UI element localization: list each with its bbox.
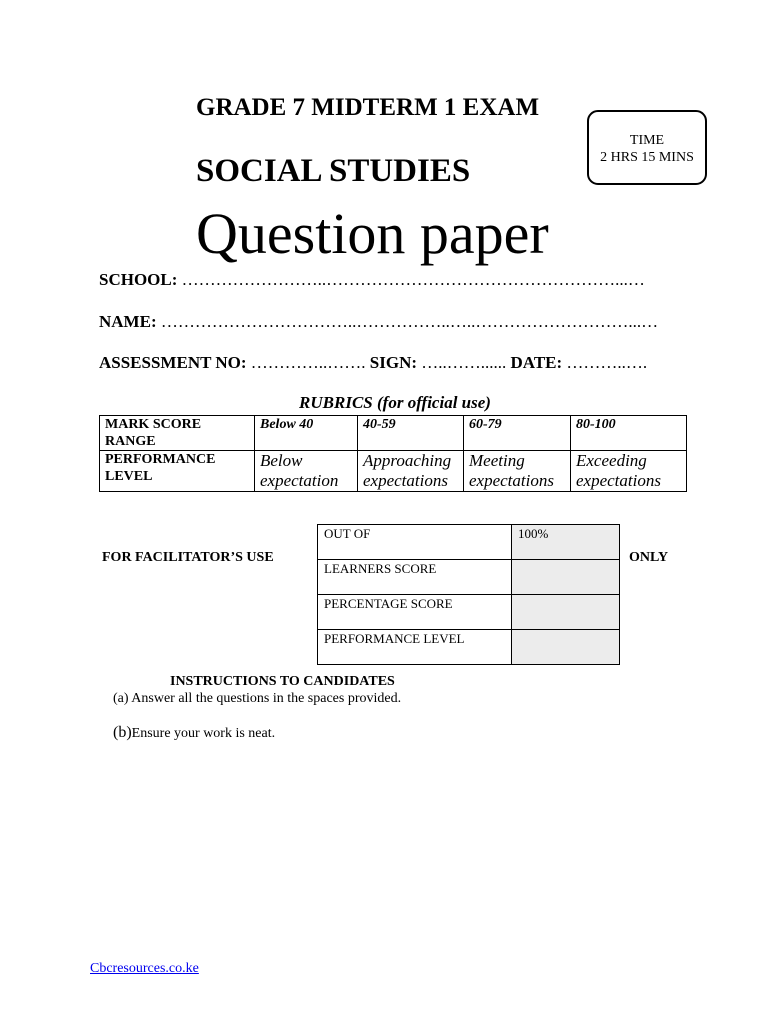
- range-cell: 60-79: [464, 416, 571, 451]
- time-box: [587, 110, 707, 185]
- exam-title: GRADE 7 MIDTERM 1 EXAM: [196, 94, 540, 121]
- level-cell: Approaching expectations: [358, 451, 464, 492]
- name-label: NAME:: [99, 312, 157, 331]
- rubrics-caption: RUBRICS (for official use): [299, 393, 491, 412]
- instruction-a-text: Answer all the questions in the spaces provided.: [131, 691, 402, 706]
- school-blank: ……………………..……………………………………………...…: [181, 270, 645, 289]
- performance-level-value: [512, 630, 620, 665]
- instructions-title: INSTRUCTIONS TO CANDIDATES: [170, 674, 395, 689]
- assessment-row: [99, 353, 647, 373]
- performance-level-row-label: PERFORMANCE LEVEL: [318, 630, 512, 665]
- table-row: [318, 560, 620, 595]
- paper-title: Question paper: [196, 201, 549, 266]
- name-blank: ……………………………..……………..…..………………………...…: [160, 312, 659, 331]
- percentage-score-label: PERCENTAGE SCORE: [318, 595, 512, 630]
- mark-score-range-label: MARK SCORE RANGE: [100, 416, 255, 451]
- performance-level-label: PERFORMANCE LEVEL: [100, 451, 255, 492]
- instruction-a-marker: (a): [113, 691, 129, 706]
- out-of-value: 100%: [512, 525, 620, 560]
- instruction-b-marker: (b): [113, 724, 132, 741]
- rubrics-table: [99, 415, 687, 492]
- name-field: [99, 312, 658, 332]
- time-value: 2 HRS 15 MINS: [600, 150, 694, 165]
- percentage-score-value: [512, 595, 620, 630]
- instruction-b: [113, 724, 275, 742]
- time-label: TIME: [629, 133, 665, 148]
- table-row: [100, 451, 687, 492]
- subject-title: SOCIAL STUDIES: [196, 153, 471, 189]
- facilitator-only-label: ONLY: [629, 550, 669, 565]
- table-row: [318, 525, 620, 560]
- learners-score-value: [512, 560, 620, 595]
- instruction-b-text: Ensure your work is neat.: [131, 726, 276, 741]
- assessment-blank: …………..…….: [250, 353, 366, 372]
- date-blank: ………..….: [566, 353, 648, 372]
- footer-website-link[interactable]: Cbcresources.co.ke: [90, 961, 199, 976]
- level-cell: Meeting expectations: [464, 451, 571, 492]
- out-of-label: OUT OF: [318, 525, 512, 560]
- table-row: [318, 595, 620, 630]
- sign-blank: …..……......: [421, 353, 507, 372]
- facilitator-table: [317, 524, 620, 665]
- range-cell: 80-100: [571, 416, 687, 451]
- instruction-a: [113, 691, 401, 707]
- table-row: [318, 630, 620, 665]
- range-cell: Below 40: [255, 416, 358, 451]
- facilitator-use-label: FOR FACILITATOR’S USE: [102, 550, 274, 565]
- sign-label: SIGN:: [369, 353, 418, 372]
- table-row: [100, 416, 687, 451]
- school-field: [99, 270, 645, 290]
- learners-score-label: LEARNERS SCORE: [318, 560, 512, 595]
- level-cell: Exceeding expectations: [571, 451, 687, 492]
- date-label: DATE:: [510, 353, 563, 372]
- range-cell: 40-59: [358, 416, 464, 451]
- level-cell: Below expectation: [255, 451, 358, 492]
- assessment-label: ASSESSMENT NO:: [99, 353, 247, 372]
- school-label: SCHOOL:: [99, 270, 178, 289]
